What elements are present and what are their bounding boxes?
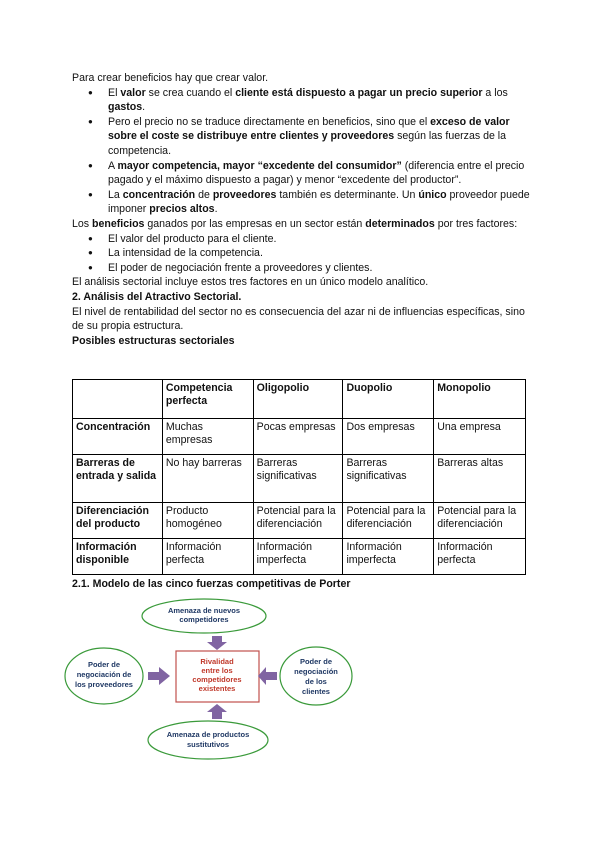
table-header-cell [73,380,163,419]
new-entrants-label: Amenaza de nuevos competidores [167,606,241,624]
section-2-title: 2. Análisis del Atractivo Sectorial. [72,290,242,303]
table-cell: Potencial para la diferenciación [434,503,526,539]
table-header-cell: Oligopolio [253,380,343,419]
row-label: Información disponible [73,539,163,575]
table-header-cell: Monopolio [434,380,526,419]
list-item: ● El valor se crea cuando el cliente está dispuesto a pagar un precio superior a los gastos. [108,86,532,115]
table-cell: Dos empresas [343,419,434,455]
table-cell: Información imperfecta [253,539,343,575]
substitutes-label: Amenaza de productos sustitutivos [166,730,250,749]
table-cell: Muchas empresas [162,419,253,455]
list-item: ● A mayor competencia, mayor “excedente del consumidor” (diferencia entre el precio pagado y el máximo dispuesto a pagar) y menor “excedente del productor”. [108,159,532,188]
buyer-power-label: Poder de negociación de los clientes [294,657,338,696]
row-label: Barreras de entrada y salida [73,455,163,503]
table-cell: Barreras altas [434,455,526,503]
table-cell: Información perfecta [434,539,526,575]
table-cell: Potencial para la diferenciación [253,503,343,539]
row-label: Diferenciación del producto [73,503,163,539]
table-cell: Una empresa [434,419,526,455]
table-header-cell: Competencia perfecta [162,380,253,419]
value-bullets [72,86,532,217]
table-cell: Información perfecta [162,539,253,575]
rivalry-label: Rivalidad entre los competidores existentes [192,657,242,693]
intro-text: Para crear beneficios hay que crear valor. [72,72,269,84]
table-row [73,503,526,539]
structures-table [72,379,526,575]
list-item: ● El poder de negociación frente a proveedores y clientes. [108,261,532,276]
table-cell: Potencial para la diferenciación [343,503,434,539]
document-body [72,71,532,348]
buyer-power-ellipse [280,647,352,705]
list-item: ● La concentración de proveedores también es determinante. Un único proveedor puede imponer precios altos. [108,188,532,217]
table-cell: Información imperfecta [343,539,434,575]
list-item: ● Pero el precio no se traduce directamente en beneficios, sino que el exceso de valor sobre el coste se distribuye entre clientes y proveedores según las fuerzas de la competencia. [108,115,532,159]
list-item: ● La intensidad de la competencia. [108,246,532,261]
structures-title: Posibles estructuras sectoriales [72,334,235,347]
table-cell: Barreras significativas [253,455,343,503]
table-cell: Producto homogéneo [162,503,253,539]
table-row [73,455,526,503]
table-row [73,539,526,575]
table-header-cell: Duopolio [343,380,434,419]
arrow-up-icon [207,704,227,719]
table-cell: Barreras significativas [343,455,434,503]
factors-list [72,232,532,276]
porter-five-forces-diagram [60,594,360,769]
section-2-text: El nivel de rentabilidad del sector no es consecuencia del azar ni de influencias específicas, sino de su propia estructura. [72,305,525,333]
table-row [73,419,526,455]
benefits-paragraph: Los beneficios ganados por las empresas en un sector están determinados por tres factores: [72,217,518,230]
arrow-down-icon [207,636,227,650]
arrow-left-icon [258,667,277,685]
list-item: ● El valor del producto para el cliente. [108,232,532,247]
arrow-right-icon [148,667,170,685]
row-label: Concentración [73,419,163,455]
table-cell: No hay barreras [162,455,253,503]
section-2-1-title: 2.1. Modelo de las cinco fuerzas competitivas de Porter [72,578,351,590]
table-cell: Pocas empresas [253,419,343,455]
table-header-row [73,380,526,419]
supplier-power-label: Poder de negociación de los proveedores [75,660,133,689]
analysis-note: El análisis sectorial incluye estos tres factores en un único modelo analítico. [72,276,429,289]
